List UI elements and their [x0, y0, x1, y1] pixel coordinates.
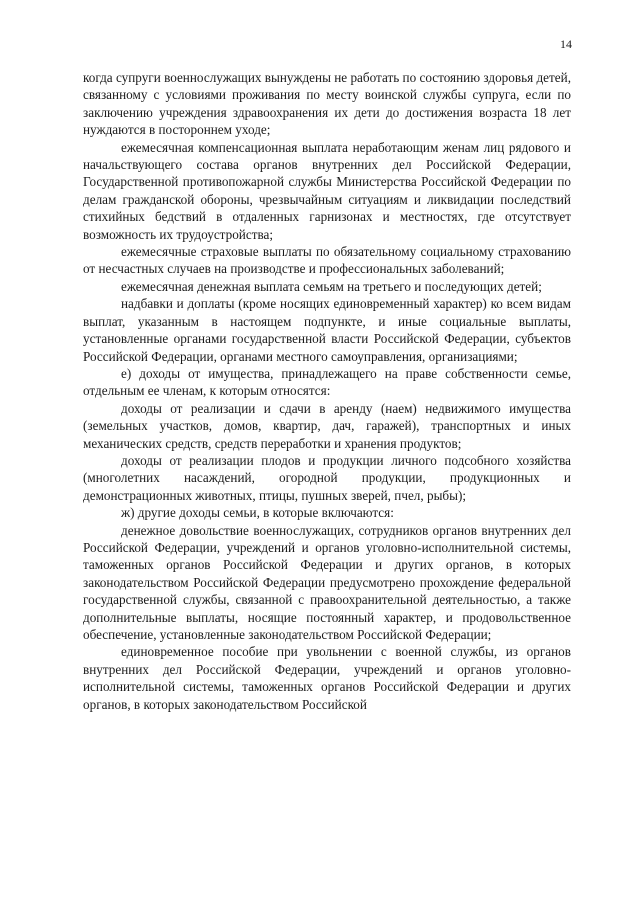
paragraph-lump-sum-benefit: единовременное пособие при увольнении с военной службы, из органов внутренних дел Российской Федерации, учреждений и органов уголовно-исполнительной системы, таможенных органов Российской Федерации и других органов, в которых законодательством Российской [83, 644, 571, 712]
paragraph-property-income: е) доходы от имущества, принадлежащего на праве собственности семье, отдельным ее членам, к которым относятся: [83, 365, 571, 399]
paragraph-allowances: надбавки и доплаты (кроме носящих единовременный характер) ко всем видам выплат, указанным в настоящем подпункте, и иные социальные выплаты, установленные органами государственной власти Российской Федерации, субъектов Российской Федерации, органами местного самоуправления, организациями; [83, 296, 571, 364]
paragraph-third-child-payment: ежемесячная денежная выплата семьям на третьего и последующих детей; [121, 278, 542, 294]
paragraph-subsidiary-farm-income: доходы от реализации плодов и продукции личного подсобного хозяйства (многолетних насаждений, огородной продукции, продукционных и демонстрационных животных, птицы, пушных зверей, пчел, рыбы); [83, 452, 571, 503]
paragraph-monetary-allowance: денежное довольствие военнослужащих, сотрудников органов внутренних дел Российской Федерации, учреждений и органов уголовно-исполнительной системы, таможенных органов Российской Федерации и других органов, в которых законодательством Российской Федерации предусмотрено прохождение федеральной государственной службы, связанной с правоохранительной деятельностью, а также дополнительные выплаты, носящие постоянный характер, и продовольственное обеспечение, установленные законодательством Российской Федерации; [83, 522, 571, 642]
paragraph-continuation: когда супруги военнослужащих вынуждены не работать по состоянию здоровья детей, связанному с условиями проживания по месту воинской службы супруга, если по заключению учреждения здравоохранения их дети до достижения возраста 18 лет нуждаются в постороннем уходе; [83, 70, 571, 138]
document-body [83, 69, 571, 713]
paragraph-real-estate-income: доходы от реализации и сдачи в аренду (наем) недвижимого имущества (земельных участков, домов, квартир, дач, гаражей), транспортных и иных механических средств, средств переработки и хранения продуктов; [83, 400, 571, 451]
paragraph-insurance-payments: ежемесячные страховые выплаты по обязательному социальному страхованию от несчастных случаев на производстве и профессиональных заболеваний; [83, 244, 571, 277]
paragraph-compensation-payment: ежемесячная компенсационная выплата неработающим женам лиц рядового и начальствующего состава органов внутренних дел Российской Федерации, Государственной противопожарной службы Министерства Российской Федерации по делам гражданской обороны, чрезвычайным ситуациям и ликвидации последствий стихийных бедствий в отдаленных гарнизонах и местностях, где отсутствует возможность их трудоустройства; [83, 139, 571, 242]
paragraph-other-income: ж) другие доходы семьи, в которые включаются: [121, 505, 394, 521]
page-number: 14 [560, 37, 572, 51]
